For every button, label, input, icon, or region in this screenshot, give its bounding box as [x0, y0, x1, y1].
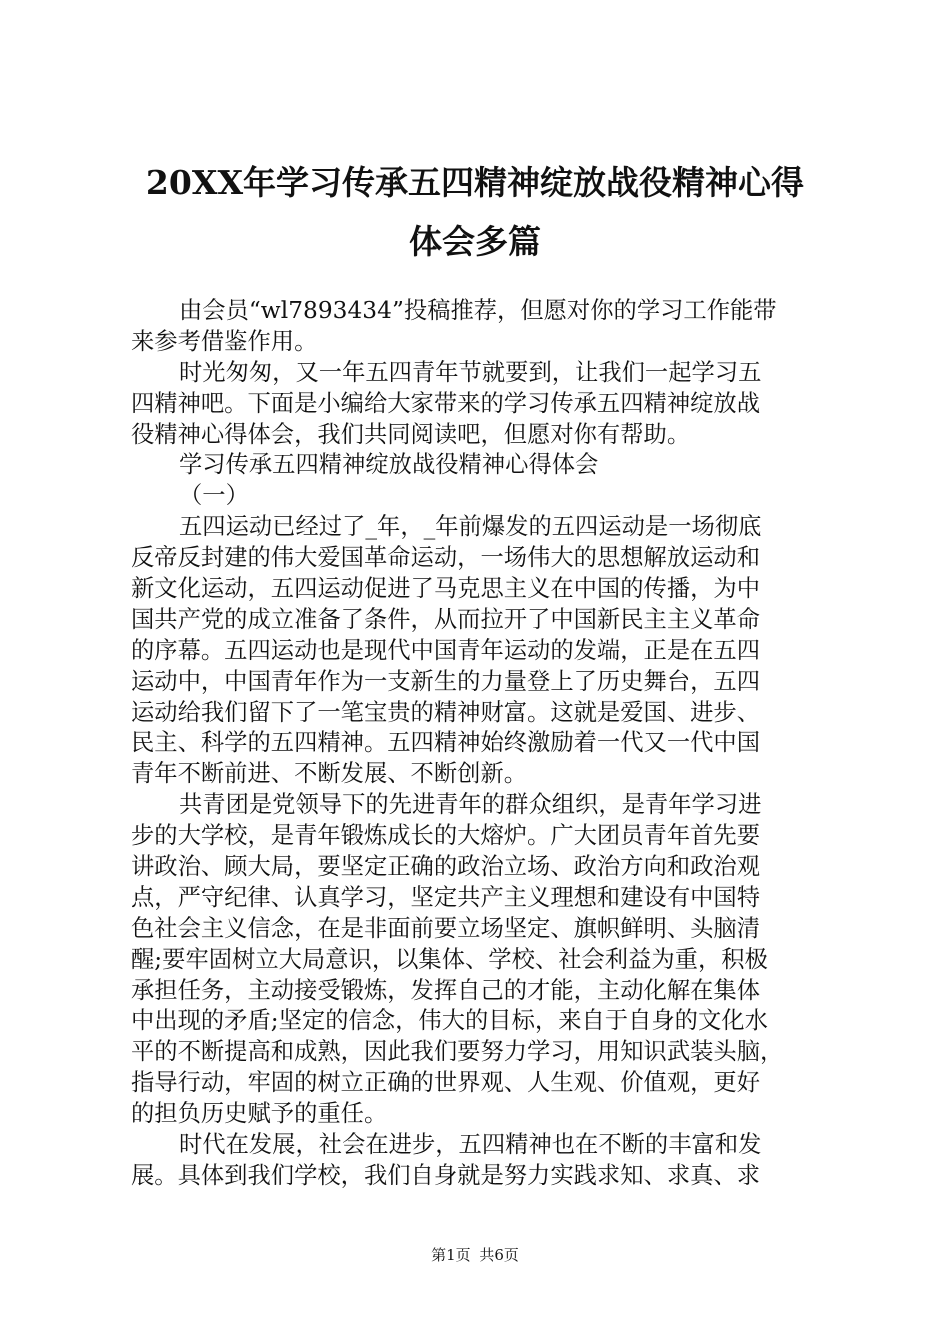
- body-line: 指导行动，牢固的树立正确的世界观、人生观、价值观，更好: [131, 1069, 761, 1097]
- body-line: 步的大学校，是青年锻炼成长的大熔炉。广大团员青年首先要: [131, 822, 761, 850]
- document-title-line-2: 体会多篇: [409, 222, 541, 261]
- body-line: 中出现的矛盾;坚定的信念，伟大的目标，来自于自身的文化水: [131, 1007, 768, 1035]
- body-line: 承担任务，主动接受锻炼，发挥自己的才能，主动化解在集体: [131, 976, 761, 1004]
- body-line: 讲政治、顾大局，要坚定正确的政治立场、政治方向和政治观: [131, 853, 761, 881]
- body-line: 运动中，中国青年作为一支新生的力量登上了历史舞台，五四: [131, 667, 761, 695]
- page-total: 共6页: [479, 1246, 519, 1264]
- body-line: 学习传承五四精神绽放战役精神心得体会: [179, 451, 599, 479]
- body-line: 青年不断前进、不断发展、不断创新。: [131, 760, 528, 788]
- body-line: 平的不断提高和成熟，因此我们要努力学习，用知识武装头脑，: [131, 1038, 784, 1066]
- body-line: 时代在发展，社会在进步，五四精神也在不断的丰富和发: [179, 1131, 762, 1159]
- body-line: 的担负历史赋予的重任。: [131, 1100, 388, 1128]
- body-line: 的序幕。五四运动也是现代中国青年运动的发端，正是在五四: [131, 636, 761, 664]
- body-line: 五四运动已经过了_年，_年前爆发的五四运动是一场彻底: [179, 513, 762, 541]
- body-line: 来参考借鉴作用。: [131, 327, 318, 355]
- body-line: 新文化运动，五四运动促进了马克思主义在中国的传播，为中: [131, 575, 761, 603]
- body-line: 反帝反封建的伟大爱国革命运动，一场伟大的思想解放运动和: [131, 544, 761, 572]
- body-line: 醒;要牢固树立大局意识，以集体、学校、社会利益为重，积极: [131, 945, 768, 973]
- body-line: （一）: [179, 482, 249, 510]
- body-line: 由会员“wl7893434”投稿推荐，但愿对你的学习工作能带: [179, 297, 777, 324]
- body-line: 民主、科学的五四精神。五四精神始终激励着一代又一代中国: [131, 729, 761, 757]
- body-line: 共青团是党领导下的先进青年的群众组织，是青年学习进: [179, 791, 762, 819]
- body-line: 四精神吧。下面是小编给大家带来的学习传承五四精神绽放战: [131, 389, 761, 417]
- body-line: 国共产党的成立准备了条件，从而拉开了中国新民主主义革命: [131, 605, 761, 633]
- body-line: 色社会主义信念，在是非面前要立场坚定、旗帜鲜明、头脑清: [131, 914, 761, 942]
- body-line: 役精神心得体会，我们共同阅读吧，但愿对你有帮助。: [131, 420, 691, 448]
- body-line: 运动给我们留下了一笔宝贵的精神财富。这就是爱国、进步、: [131, 698, 761, 726]
- body-line: 展。具体到我们学校，我们自身就是努力实践求知、求真、求: [131, 1161, 761, 1189]
- body-line: 时光匆匆，又一年五四青年节就要到，让我们一起学习五: [179, 358, 762, 386]
- body-line: 点，严守纪律、认真学习，坚定共产主义理想和建设有中国特: [131, 883, 761, 911]
- page-footer: [0, 1244, 950, 1265]
- page-number: 第1页: [431, 1246, 471, 1264]
- document-title-line-1: 20XX年学习传承五四精神绽放战役精神心得: [145, 163, 805, 202]
- document-body: [131, 296, 851, 1192]
